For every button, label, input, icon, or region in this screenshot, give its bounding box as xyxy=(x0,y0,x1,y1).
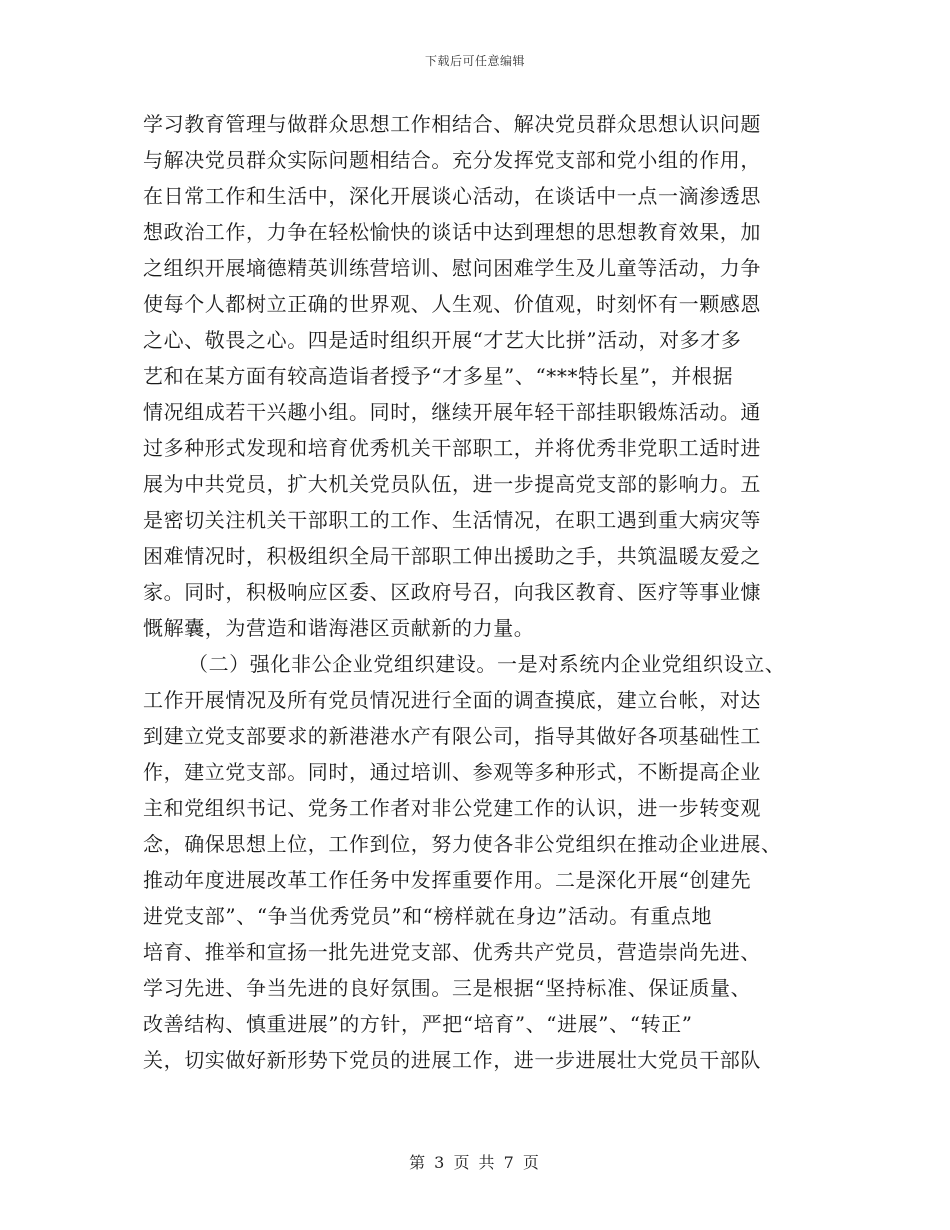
text-line: 到建立党支部要求的新港港水产有限公司，指导其做好各项基础性工 xyxy=(143,724,761,748)
section-heading-line: （二）强化非公企业党组织建设。一是对系统内企业党组织设立、 xyxy=(188,652,786,676)
text-line: 工作开展情况及所有党员情况进行全面的调查摸底，建立台帐，对达 xyxy=(143,688,761,712)
text-line: 在日常工作和生活中，深化开展谈心活动，在谈话中一点一滴渗透思 xyxy=(143,184,761,208)
text-line: 关，切实做好新形势下党员的进展工作，进一步进展壮大党员干部队 xyxy=(143,1048,761,1072)
text-line: 是密切关注机关干部职工的工作、生活情况，在职工遇到重大病灾等 xyxy=(143,508,761,532)
text-line: 困难情况时，积极组织全局干部职工伸出援助之手，共筑温暖友爱之 xyxy=(143,544,761,568)
document-body xyxy=(143,106,808,1078)
text-line: 情况组成若干兴趣小组。同时，继续开展年轻干部挂职锻炼活动。通 xyxy=(143,400,761,424)
text-line: 艺和在某方面有较高造诣者授予“才多星”、“***特长星”，并根据 xyxy=(143,364,734,388)
text-line: 培育、推举和宣扬一批先进党支部、优秀共产党员，营造崇尚先进、 xyxy=(143,940,761,964)
text-line: 进党支部”、“争当优秀党员”和“榜样就在身边”活动。有重点地 xyxy=(143,904,713,928)
text-line: 主和党组织书记、党务工作者对非公党建工作的认识，进一步转变观 xyxy=(143,796,761,820)
page-header: 下载后可任意编辑 xyxy=(424,54,525,68)
text-line: 改善结构、慎重进展”的方针，严把“培育”、“进展”、“转正” xyxy=(143,1012,693,1036)
text-line: 学习先进、争当先进的良好氛围。三是根据“坚持标准、保证质量、 xyxy=(143,976,752,1000)
text-line: 家。同时，积极响应区委、区政府号召，向我区教育、医疗等事业慷 xyxy=(143,580,761,604)
page-number: 第 3 页 共 7 页 xyxy=(409,1153,541,1172)
text-line: 念，确保思想上位，工作到位，努力使各非公党组织在推动企业进展、 xyxy=(143,832,782,856)
text-line: 与解决党员群众实际问题相结合。充分发挥党支部和党小组的作用， xyxy=(143,148,761,172)
text-line: 慨解囊，为营造和谐海港区贡献新的力量。 xyxy=(143,616,535,640)
text-line: 展为中共党员，扩大机关党员队伍，进一步提高党支部的影响力。五 xyxy=(143,472,761,496)
text-line: 作，建立党支部。同时，通过培训、参观等多种形式，不断提高企业 xyxy=(143,760,761,784)
text-line: 使每个人都树立正确的世界观、人生观、价值观，时刻怀有一颗感恩 xyxy=(143,292,761,316)
text-line: 学习教育管理与做群众思想工作相结合、解决党员群众思想认识问题 xyxy=(143,112,761,136)
text-line: 之组织开展墒德精英训练营培训、慰问困难学生及儿童等活动，力争 xyxy=(143,256,761,280)
text-line: 之心、敬畏之心。四是适时组织开展“才艺大比拼”活动，对多才多 xyxy=(143,328,742,352)
text-line: 推动年度进展改革工作任务中发挥重要作用。二是深化开展“创建先 xyxy=(143,868,752,892)
text-line: 过多种形式发现和培育优秀机关干部职工，并将优秀非党职工适时进 xyxy=(143,436,761,460)
text-line: 想政治工作，力争在轻松愉快的谈话中达到理想的思想教育效果，加 xyxy=(143,220,761,244)
